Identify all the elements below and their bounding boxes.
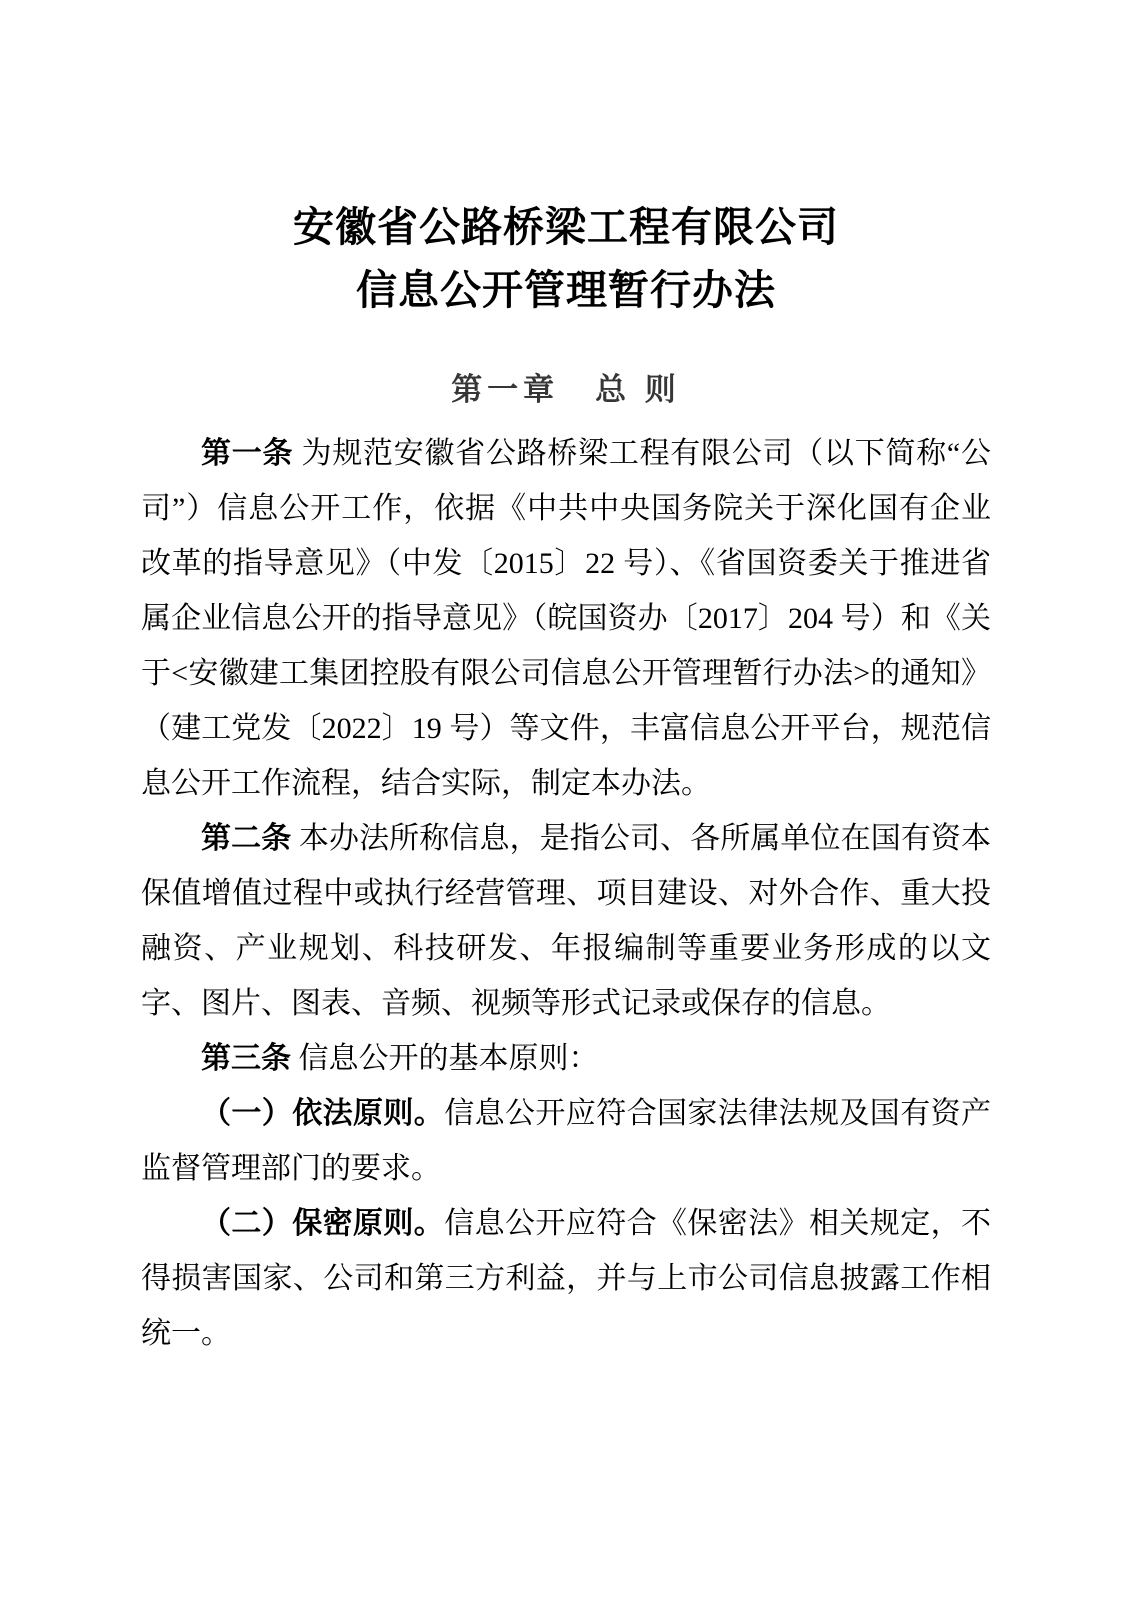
article-1-number: 第一条	[201, 437, 302, 470]
principle-1-label: （一）依法原则。	[201, 1097, 445, 1130]
principle-1-text: 信息公开应符合国家法律法规及国有资产监督管理部门的要求。	[141, 1097, 992, 1185]
paragraph-article-1	[141, 426, 991, 811]
document-title-line2: 信息公开管理暂行办法	[356, 267, 776, 313]
article-2-number: 第二条	[201, 822, 299, 855]
paragraph-principle-2	[141, 1196, 991, 1361]
chapter-heading: 第一章 总 则	[451, 372, 681, 407]
principle-2-text: 信息公开应符合《保密法》相关规定，不得损害国家、公司和第三方利益，并与上市公司信息披露工作相统一。	[141, 1207, 992, 1350]
article-1-text: 为规范安徽省公路桥梁工程有限公司（以下简称“公司”）信息公开工作，依据《中共中央国务院关于深化国有企业改革的指导意见》（中发〔2015〕22 号）、《省国资委关于推进省属企业信息公开的指导意见》（皖国资办〔2017〕204 号）和《关于<安徽建工集团控股有限公司信息公开管理暂行办法>的通知》（建工党发〔2022〕19 号）等文件，丰富信息公开平台，规范信息公开工作流程，结合实际，制定本办法。	[141, 437, 991, 800]
principle-2-label: （二）保密原则。	[201, 1207, 445, 1240]
article-3-number: 第三条	[201, 1042, 299, 1075]
paragraph-principle-1	[141, 1086, 991, 1196]
paragraph-article-2	[141, 811, 991, 1031]
paragraph-article-3	[141, 1031, 991, 1086]
document-title-line1: 安徽省公路桥梁工程有限公司	[293, 204, 839, 250]
document-title	[141, 196, 991, 322]
article-3-text: 信息公开的基本原则：	[298, 1042, 599, 1075]
document-body	[141, 426, 991, 1361]
article-2-text: 本办法所称信息，是指公司、各所属单位在国有资本保值增值过程中或执行经营管理、项目建设、对外合作、重大投融资、产业规划、科技研发、年报编制等重要业务形成的以文字、图片、图表、音频、视频等形式记录或保存的信息。	[141, 822, 992, 1020]
